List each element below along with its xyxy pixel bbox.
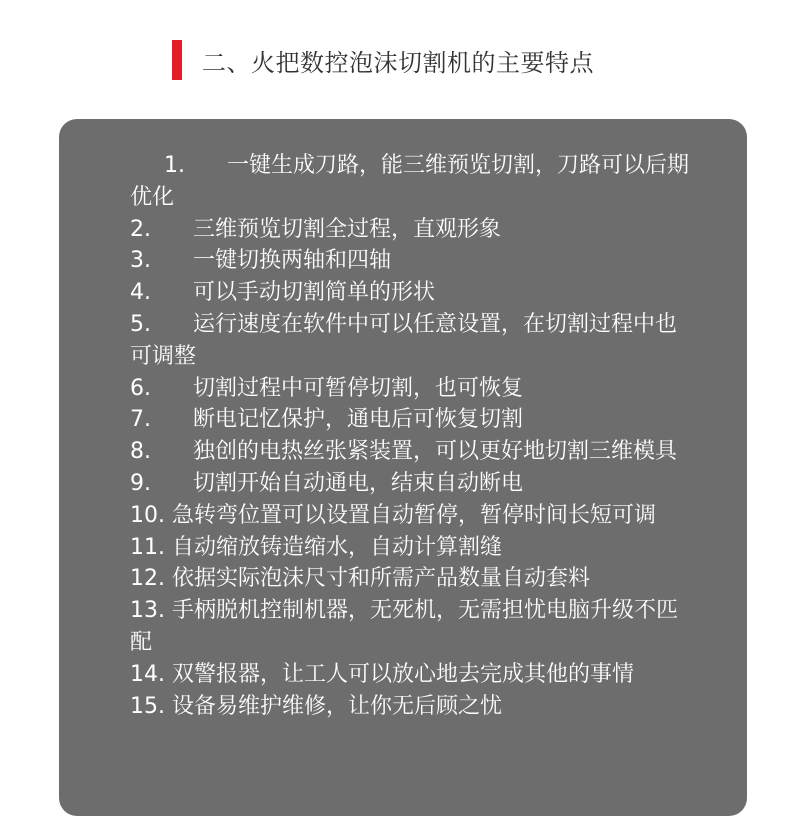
feature-item: 6. 切割过程中可暂停切割，也可恢复 [130, 375, 523, 401]
feature-item: 10. 急转弯位置可以设置自动暂停，暂停时间长短可调 [130, 502, 656, 528]
feature-item: 3. 一键切换两轴和四轴 [130, 248, 391, 274]
feature-item: 14. 双警报器，让工人可以放心地去完成其他的事情 [130, 661, 634, 687]
feature-item: 9. 切割开始自动通电，结束自动断电 [130, 470, 523, 496]
feature-item: 7. 断电记忆保护，通电后可恢复切割 [130, 407, 523, 433]
feature-item: 13. 手柄脱机控制机器，无死机，无需担忧电脑升级不匹配 [130, 598, 678, 655]
feature-item: 5. 运行速度在软件中可以任意设置，在切割过程中也可调整 [130, 311, 677, 369]
section-heading [172, 40, 594, 80]
heading-accent-bar [172, 40, 182, 80]
feature-item: 8. 独创的电热丝张紧装置，可以更好地切割三维模具 [130, 439, 677, 465]
feature-item: 12. 依据实际泡沫尺寸和所需产品数量自动套料 [130, 566, 590, 592]
section-title: 二、火把数控泡沫切割机的主要特点 [202, 48, 594, 77]
feature-item: 2. 三维预览切割全过程，直观形象 [130, 216, 501, 242]
feature-item: 1. 一键生成刀路，能三维预览切割，刀路可以后期优化 [130, 153, 689, 210]
feature-item: 15. 设备易维护维修，让你无后顾之忧 [130, 693, 502, 719]
feature-list [130, 150, 690, 722]
feature-item: 4. 可以手动切割简单的形状 [130, 280, 435, 306]
feature-item: 11. 自动缩放铸造缩水，自动计算割缝 [130, 534, 502, 560]
features-panel [59, 119, 747, 816]
